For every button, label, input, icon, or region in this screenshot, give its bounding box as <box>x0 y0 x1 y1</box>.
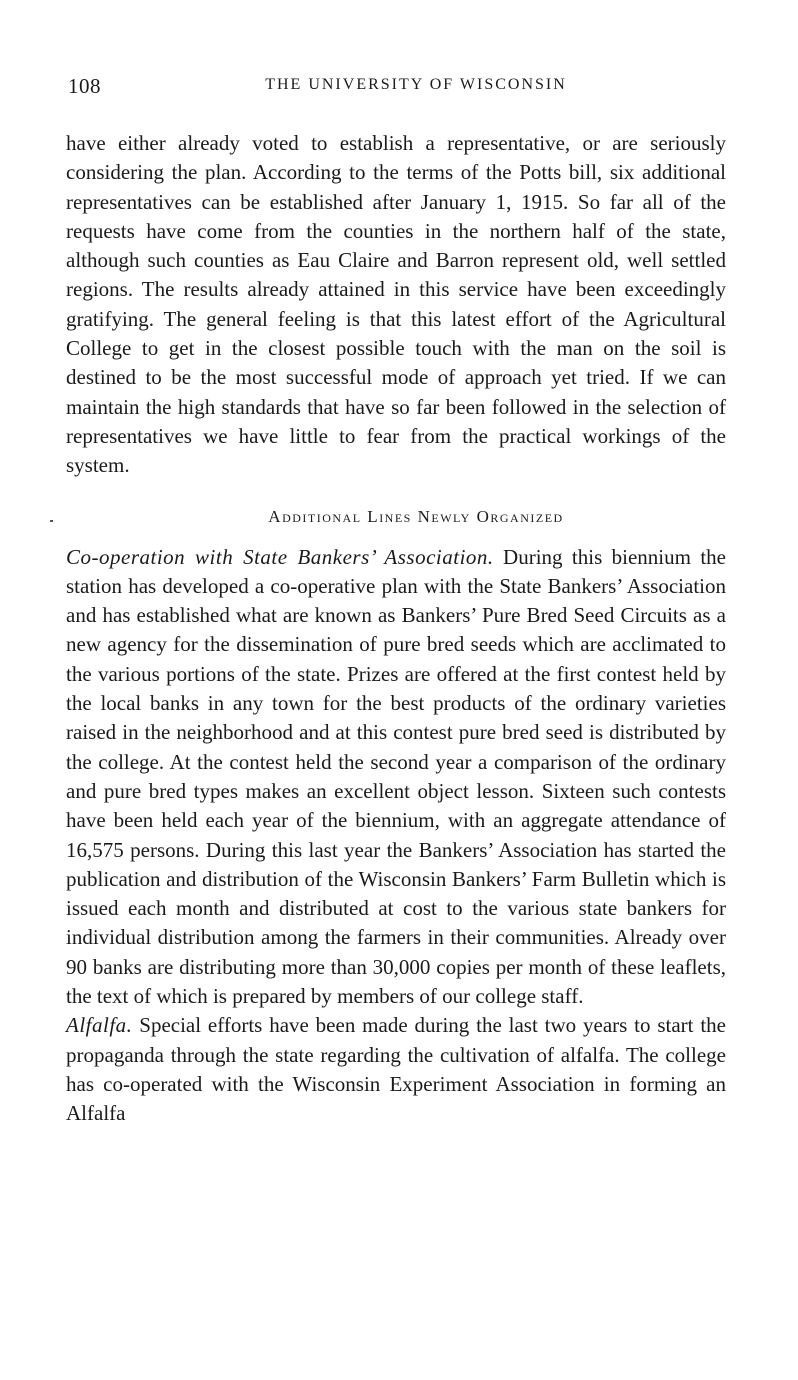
print-speck <box>50 520 53 522</box>
section-heading: Additional Lines Newly Organized <box>268 506 564 526</box>
running-title: THE UNIVERSITY OF WISCONSIN <box>265 76 567 93</box>
run-in-heading-alfalfa: Alfalfa. <box>66 1013 133 1038</box>
run-in-heading-bankers: Co-operation with State Bankers’ Association. <box>66 544 494 569</box>
paragraph-alfalfa-text: Special efforts have been made during the last two years to start the propaganda through the state regarding the cultivation of alfalfa. The college has co-operated with the Wisconsin Experiment Association in forming an Alfalfa <box>66 1013 726 1126</box>
running-head <box>66 70 726 102</box>
book-page <box>66 70 726 1129</box>
paragraph-bankers-association <box>66 543 726 1012</box>
page-number: 108 <box>68 74 101 98</box>
paragraph-bankers-text: During this biennium the station has developed a co-operative plan with the State Bankers’ Association and has established what are known as Bankers’ Pure Bred Seed Circuits as a new agency for the dissemination of pure bred seeds which are acclimated to the various portions of the state. Prizes are offered at the first contest held by the local banks in any town for the best products of the ordinary varieties raised in the neighborhood and at this contest pure bred seed is distributed by the college. At the contest held the second year a comparison of the ordinary and pure bred types makes an excellent object lesson. Sixteen such contests have been held each year of the biennium, with an aggregate attendance of 16,575 persons. During this last year the Bankers’ Association has started the publication and distribution of the Wisconsin Bankers’ Farm Bulletin which is issued each month and distributed at cost to the various state bankers for individual distribution among the farmers in their communities. Already over 90 banks are distributing more than 30,000 copies per month of these leaflets, the text of which is prepared by members of our college staff. <box>66 544 726 1009</box>
paragraph-alfalfa <box>66 1011 726 1128</box>
paragraph-county-representatives: have either already voted to establish a representative, or are seriously considering the plan. According to the terms of the Potts bill, six additional representatives can be established after January 1, 1915. So far all of the requests have come from the counties in the northern half of the state, although such counties as Eau Claire and Barron represent old, well settled regions. The results already attained in this service have been exceedingly gratifying. The general feeling is that this latest effort of the Agricultural College to get in the closest possible touch with the man on the soil is destined to be the most successful mode of approach yet tried. If we can maintain the high standards that have so far been followed in the selection of representatives we have little to fear from the practical workings of the system. <box>66 131 726 478</box>
